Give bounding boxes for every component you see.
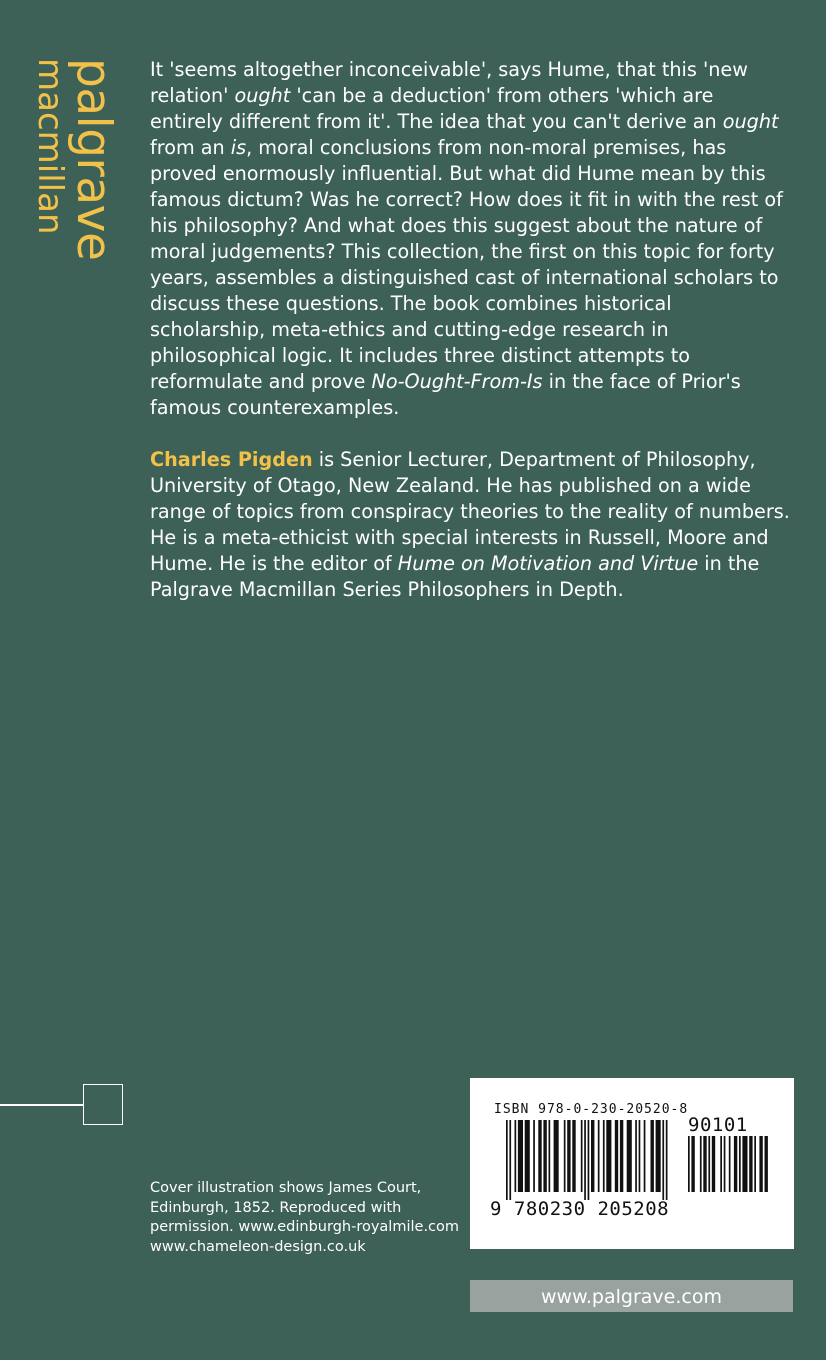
barcode-bar [644,1120,646,1192]
barcode-bar [598,1120,600,1192]
italic-text: is [230,136,247,159]
barcode-bar [639,1120,641,1192]
barcode-bar [603,1120,605,1192]
isbn-label: ISBN 978-0-230-20520-8 [494,1102,689,1117]
barcode-bar [759,1136,762,1192]
decorative-square [83,1084,123,1125]
italic-text: ought [234,84,291,107]
italic-text: No-Ought-From-Is [371,370,543,393]
isbn-barcode-panel [470,1078,794,1249]
barcode-bar [742,1136,747,1192]
barcode-bar [533,1120,535,1192]
credits-line: permission. www.edinburgh-royalmile.com [150,1219,460,1235]
barcode-bar [584,1120,586,1200]
barcode-bar [754,1136,756,1192]
body-text: , moral conclusions from non-moral premises, has proved enormously influential. But what did Hume mean by this famous dictum? Was he correct? How does it fit in with the rest of his philosophy? And what does this suggest about the nature of moral judgements? This collection, the first on this topic for forty years, assembles a distinguished cast of international scholars to discuss these questions. The book combines historical scholarship, meta-ethics and cutting-edge research in philosophical logic. It includes three distinct attempts to reformulate and prove [150,136,783,393]
barcode-bar [700,1136,702,1192]
body-text: It 'seems altogether inconceivable', says Hume, that this 'new relation' [150,58,748,107]
barcode-bar [620,1120,623,1192]
credits-line: Cover illustration shows James Court, [150,1180,422,1196]
barcode-bar [724,1136,726,1192]
barcode-bar [567,1120,570,1192]
body-text: is Senior Lecturer, Department of Philosophy, University of Otago, New Zealand. He has published on a wide range of topics from conspiracy theories to the reality of numbers. He is a meta-ethicist with special interests in Russell, Moore and Hume. He is the editor of [150,448,790,575]
barcode-bar [506,1120,508,1200]
barcode-bar [591,1120,594,1192]
body-text: in the Palgrave Macmillan Series Philosophers in Depth. [150,552,760,601]
logo-macmillan: macmillan [30,58,70,235]
barcode-bar [739,1136,741,1192]
barcode-bar [662,1120,664,1200]
blurb-paragraph [150,57,790,421]
credits-line: www.chameleon-design.co.uk [150,1238,366,1255]
barcode-bar [564,1120,566,1192]
ean-barcode [506,1120,686,1200]
barcode-bar [518,1120,523,1192]
barcode-bar [572,1120,575,1192]
body-text: 'can be a deduction' from others 'which are entirely different from it'. The idea that you can't derive an [150,84,723,133]
barcode-bar [729,1136,731,1192]
barcode-bar [581,1120,583,1192]
barcode-bar [666,1120,668,1200]
barcode-bar [543,1120,546,1192]
italic-text: Hume on Motivation and Virtue [397,552,699,575]
barcode-bar [651,1120,654,1192]
barcode-bar [635,1120,637,1192]
barcode-bar [720,1136,722,1192]
barcode-bar [615,1120,618,1192]
barcode-bar [691,1136,694,1192]
barcode-bar [734,1136,737,1192]
logo-palgrave: palgrave [66,58,121,261]
barcode-bar [515,1120,517,1192]
barcode-bar [712,1136,715,1192]
author-name: Charles Pigden [150,448,313,471]
body-text: from an [150,136,231,159]
publisher-url[interactable]: www.palgrave.com [470,1280,793,1312]
barcode-bar [703,1136,706,1192]
ean-digits: 9 780230 205208 [490,1198,670,1220]
barcode-bar [525,1120,530,1192]
barcode-bar [708,1136,710,1192]
credits-line: Edinburgh, 1852. Reproduced with [150,1199,402,1216]
back-cover-text [150,57,790,603]
barcode-bar [656,1120,661,1192]
barcode-bar [765,1136,768,1192]
barcode-bar [588,1120,590,1200]
addon-digits: 90101 [688,1114,748,1136]
decorative-line [0,1104,84,1106]
cover-credits [150,1179,460,1257]
barcode-bar [749,1136,752,1192]
barcode-bar [606,1120,611,1192]
publisher-logo [28,58,128,261]
italic-text: ought [722,110,779,133]
barcode-bar [688,1136,690,1192]
barcode-bar [538,1120,541,1192]
body-text: in the face of Prior's famous counterexamples. [150,370,741,419]
barcode-bar [549,1120,551,1192]
barcode-bar [627,1120,632,1192]
author-bio-paragraph [150,447,790,603]
barcode-bar [509,1120,511,1200]
addon-barcode [688,1136,768,1200]
barcode-bar [554,1120,559,1192]
